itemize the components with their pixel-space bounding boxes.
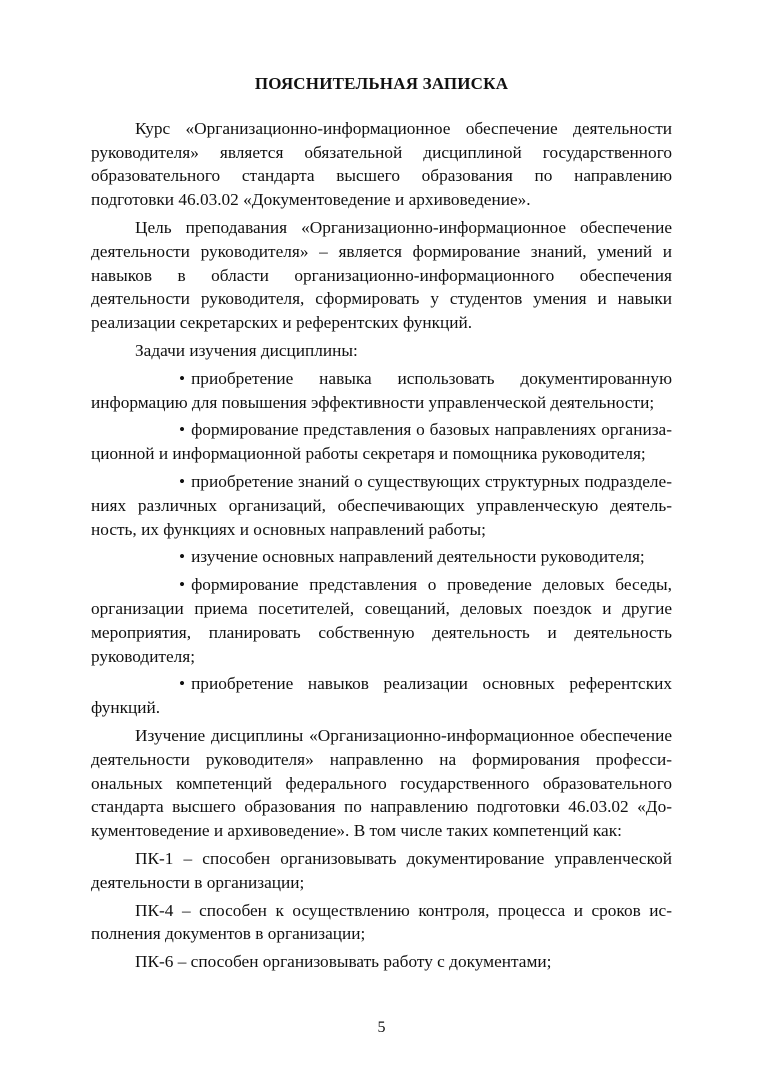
bullet-item (91, 672, 672, 720)
bullet-text: приобретение навыка использовать документированную информацию для повышения эффективности управленческой деятельности; (91, 368, 672, 412)
page-number: 5 (377, 1019, 386, 1036)
paragraph-goal: Цель преподавания «Организационно-информационное обеспечение деятельности руководителя» – является формирование знаний, умений и навыков в области организационно-информационного обеспечения деятельности руководителя, сформировать у студентов умения и навыки реализации секретарских и референтских функций. (91, 217, 672, 333)
bullet-text: изучение основных направлений деятельности руководителя; (191, 547, 645, 567)
paragraph-tasks-heading: Задачи изучения дисциплины: (135, 340, 358, 360)
paragraph-competencies-intro: Изучение дисциплины «Организационно-информационное обеспечение деятельности руководителя» направленно на формирования профессиональных компетенций федерального государственного образовательного стандарта высшего образования по направлению подготовки 46.03.02 «Документоведение и архивоведение». В том числе таких компетенций как: (91, 725, 672, 841)
bullet-text: формирование представления о базовых направлениях организационной и информационной работы секретаря и помощника руководителя; (91, 420, 672, 464)
competency-pk1: ПК-1 – способен организовывать документирование управленческой деятельности в организации; (91, 848, 672, 892)
paragraph-course: Курс «Организационно-информационное обеспечение деятельности руководителя» является обязательной дисциплиной государственного образовательного стандарта высшего образования по направлению подготовки 46.03.02 «Документоведение и архивоведение». (91, 118, 672, 210)
bullet-item (91, 418, 672, 466)
bullet-icon: • (179, 368, 186, 388)
bullet-icon: • (179, 471, 186, 491)
bullet-item (91, 367, 672, 415)
bullet-item (91, 470, 672, 541)
competency-pk4: ПК-4 – способен к осуществлению контроля, процесса и сроков исполнения документов в организации; (91, 900, 672, 944)
bullet-icon: • (179, 674, 186, 694)
bullet-item (91, 545, 672, 569)
bullet-icon: • (179, 575, 186, 595)
bullet-text: формирование представления о проведение деловых беседы, организации приема посетителей, совещаний, деловых поездок и другие мероприятия, планировать собственную деятельность и деятельность руководителя; (91, 575, 672, 666)
page-title: ПОЯСНИТЕЛЬНАЯ ЗАПИСКА (254, 74, 509, 93)
bullet-text: приобретение навыков реализации основных референтских функций. (91, 674, 672, 718)
bullet-icon: • (179, 547, 186, 567)
bullet-item (91, 573, 672, 668)
bullet-text: приобретение знаний о существующих структурных подразделениях различных организаций, обеспечивающих управленческую деятельность, их функциях и основных направлений работы; (91, 471, 672, 539)
bullet-icon: • (179, 420, 186, 440)
competency-pk6: ПК-6 – способен организовывать работу с документами; (135, 952, 552, 972)
